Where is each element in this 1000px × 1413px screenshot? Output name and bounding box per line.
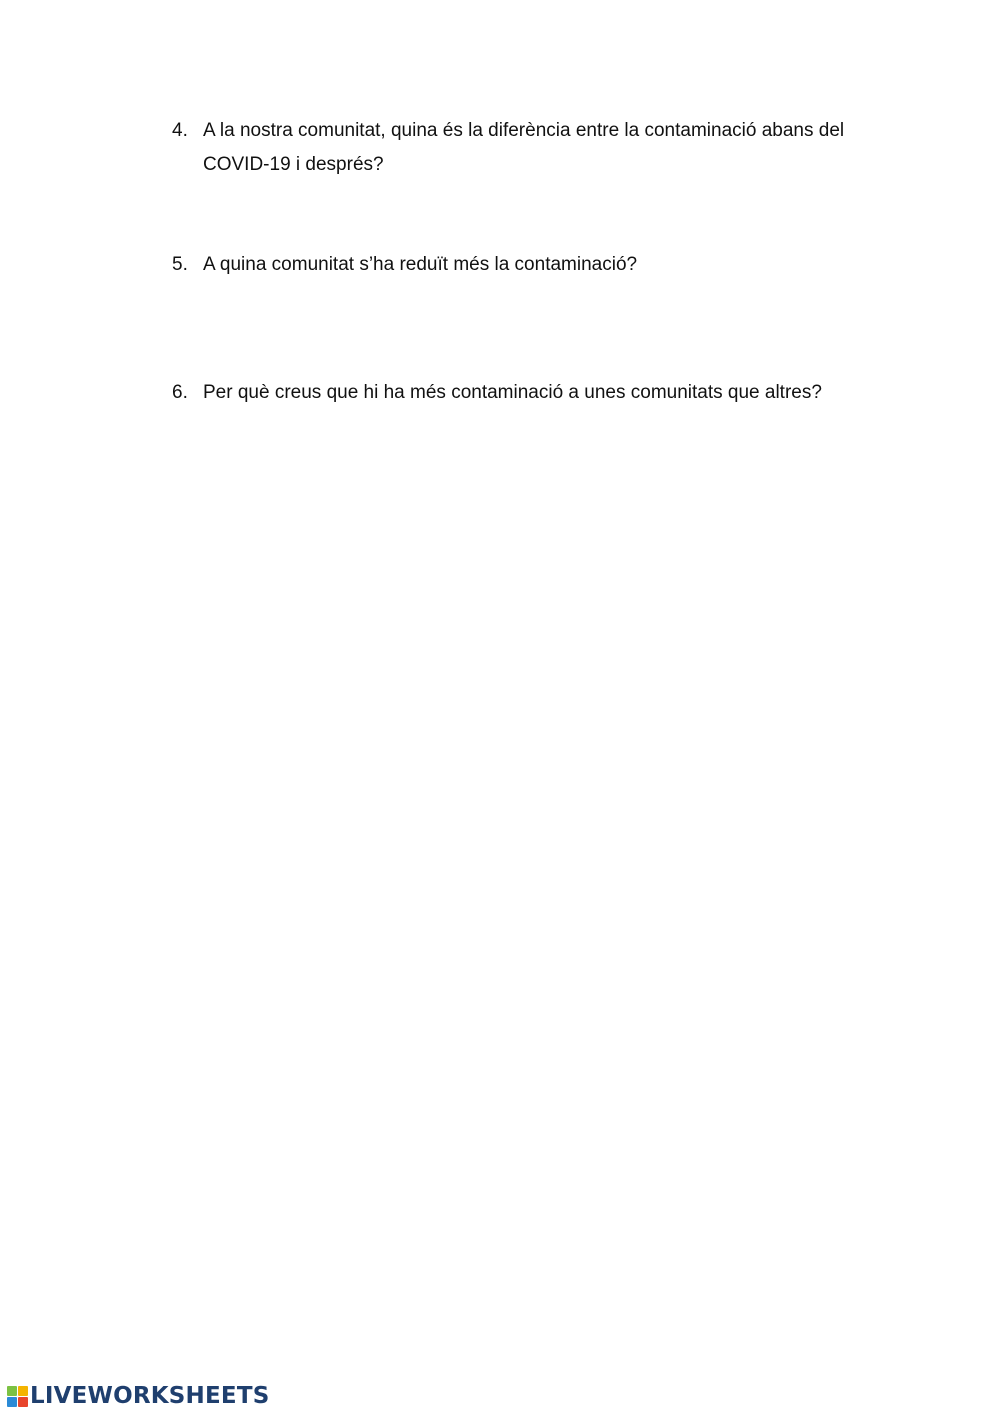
- logo-text: LIVEWORKSHEETS: [30, 1383, 270, 1409]
- question-text: A la nostra comunitat, quina és la diferència entre la contaminació abans del COVID-19 i després?: [203, 120, 845, 175]
- question-text: Per què creus que hi ha més contaminació a unes comunitats que altres?: [203, 382, 822, 403]
- question-6: [172, 376, 862, 410]
- question-4: [172, 114, 862, 182]
- question-number: 4.: [172, 120, 188, 141]
- logo-tile: [7, 1397, 17, 1407]
- question-5: [172, 248, 862, 282]
- question-number: 6.: [172, 382, 188, 403]
- question-number: 5.: [172, 254, 188, 275]
- question-text: A quina comunitat s’ha reduït més la contaminació?: [203, 254, 638, 275]
- logo-tile: [18, 1397, 28, 1407]
- logo-mark-icon: [7, 1386, 28, 1407]
- logo-tile: [18, 1386, 28, 1396]
- logo-tile: [7, 1386, 17, 1396]
- liveworksheets-logo: [7, 1381, 269, 1411]
